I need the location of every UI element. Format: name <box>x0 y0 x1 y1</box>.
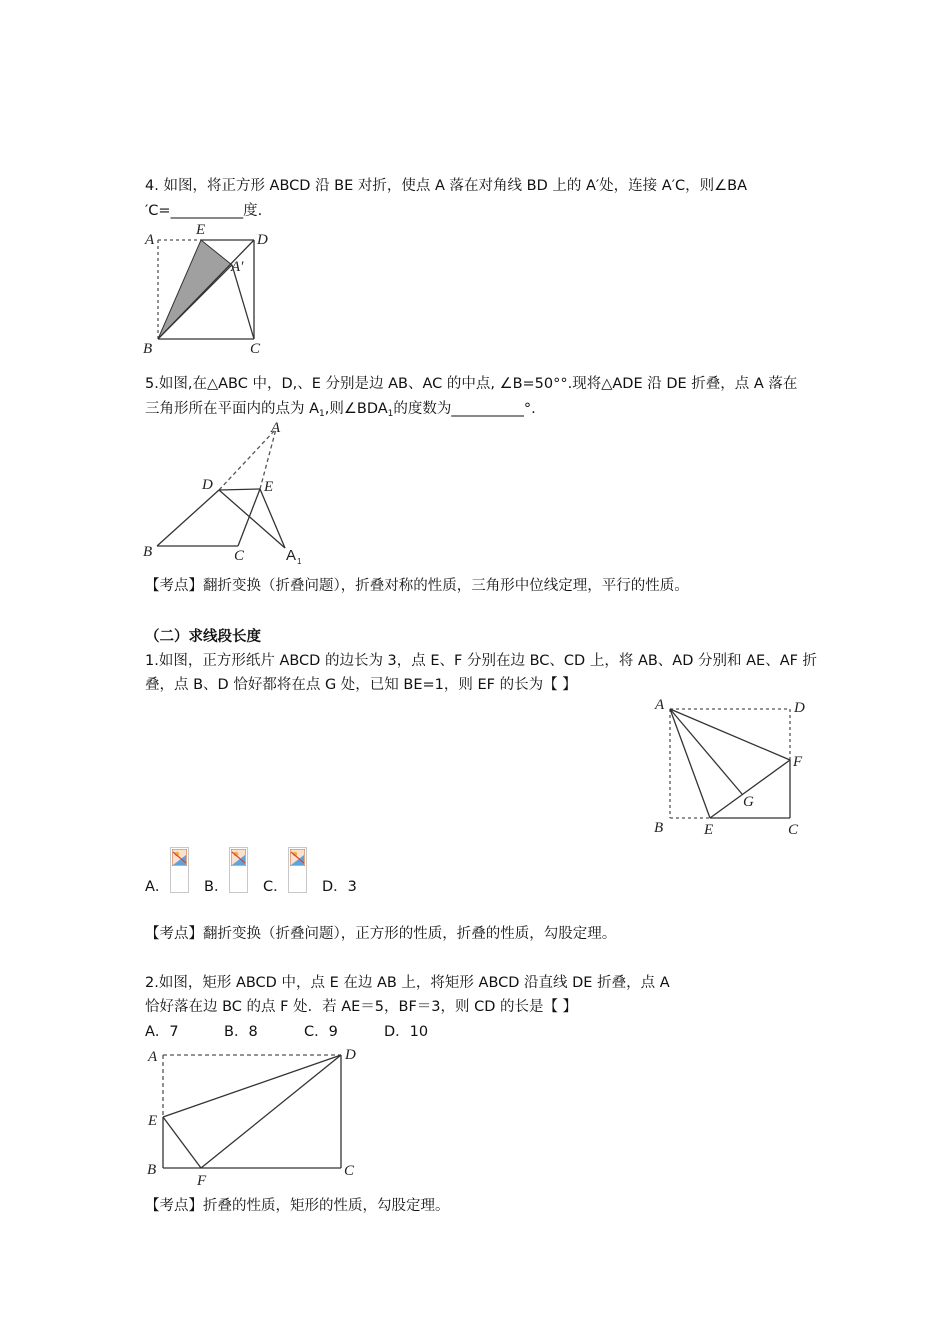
q4-text-line1: 4. 如图，将正方形 ABCD 沿 BE 对折，使点 A 落在对角线 BD 上的 A′处，连接 A′C，则∠BA <box>145 178 747 194</box>
s1-option-c-image <box>288 847 307 893</box>
s1-kaodian: 【考点】翻折变换（折叠问题），正方形的性质，折叠的性质，勾股定理。 <box>145 926 617 942</box>
s2-text-line2: 恰好落在边 BC 的点 F 处．若 AE＝5，BF＝3，则 CD 的长是【 】 <box>145 999 578 1015</box>
q5-label-a1-sub: 1 <box>297 557 302 566</box>
s1-option-a: A． <box>145 879 170 895</box>
s2-figure <box>140 1045 365 1190</box>
s2-label-f: F <box>197 1173 207 1189</box>
q5-kaodian: 【考点】翻折变换（折叠问题），折叠对称的性质，三角形中位线定理，平行的性质。 <box>145 578 689 594</box>
s1-label-e: E <box>704 822 714 838</box>
s2-option-d: D．10 <box>384 1024 429 1040</box>
s2-text-line1: 2.如图，矩形 ABCD 中，点 E 在边 AB 上，将矩形 ABCD 沿直线 DE 折叠，点 A <box>145 975 670 991</box>
s2-option-c: C．9 <box>304 1024 338 1040</box>
s2-label-b: B <box>147 1162 157 1178</box>
q4-shaded-triangle <box>158 240 232 339</box>
q5-label-e: E <box>264 479 274 495</box>
s1-label-g: G <box>743 794 754 810</box>
q5-text-line1: 5.如图,在△ABC 中，D,、E 分别是边 AB、AC 的中点, ∠B=50°°.现将△ADE 沿 DE 折叠，点 A 落在 <box>145 376 798 392</box>
s1-option-b: B． <box>204 879 229 895</box>
s2-label-d: D <box>345 1047 356 1063</box>
q5-label-a1: A <box>286 547 297 564</box>
q5-figure <box>140 418 310 568</box>
s1-option-c: C． <box>263 879 288 895</box>
s2-label-a: A <box>148 1049 158 1065</box>
broken-image-icon <box>231 849 246 866</box>
q5-label-d: D <box>202 477 213 493</box>
s1-text-line2: 叠，点 B、D 恰好都将在点 G 处，已知 BE=1，则 EF 的长为【 】 <box>145 677 577 693</box>
q5-text-line2: 三角形所在平面内的点为 $A_1$,则$\angle BDA_1$的度数为__________°. <box>145 401 536 419</box>
q4-text-line2: ′C=__________度. <box>145 203 263 219</box>
s1-label-b: B <box>654 820 664 836</box>
q4-label-a-prime: A′ <box>231 259 244 275</box>
q5-label-b: B <box>143 544 153 560</box>
q4-label-d: D <box>257 232 268 248</box>
s1-figure <box>650 692 815 842</box>
q4-label-e: E <box>196 222 206 238</box>
s2-label-e: E <box>148 1113 158 1129</box>
s2-option-a: A．7 <box>145 1024 179 1040</box>
broken-image-icon <box>290 849 305 866</box>
s1-label-c: C <box>788 822 799 838</box>
s2-option-b: B．8 <box>224 1024 258 1040</box>
s1-label-d: D <box>794 700 805 716</box>
q4-label-b: B <box>143 341 153 357</box>
q4-label-c: C <box>250 341 261 357</box>
q4-label-a: A <box>145 232 155 248</box>
q4-figure <box>140 220 280 360</box>
s1-option-d: D．3 <box>322 879 357 895</box>
s1-text-line1: 1.如图，正方形纸片 ABCD 的边长为 3，点 E、F 分别在边 BC、CD 上，将 AB、AD 分别和 AE、AF 折 <box>145 653 818 669</box>
s2-kaodian: 【考点】折叠的性质，矩形的性质，勾股定理。 <box>145 1198 450 1214</box>
broken-image-icon <box>172 849 187 866</box>
q5-label-a: A <box>271 420 281 436</box>
s1-option-b-image <box>229 847 248 893</box>
section-heading: （二）求线段长度 <box>145 629 261 645</box>
s2-label-c: C <box>344 1163 355 1179</box>
s1-label-f: F <box>793 754 803 770</box>
s1-label-a: A <box>655 697 665 713</box>
q5-label-c: C <box>234 548 245 564</box>
s1-option-a-image <box>170 847 189 893</box>
